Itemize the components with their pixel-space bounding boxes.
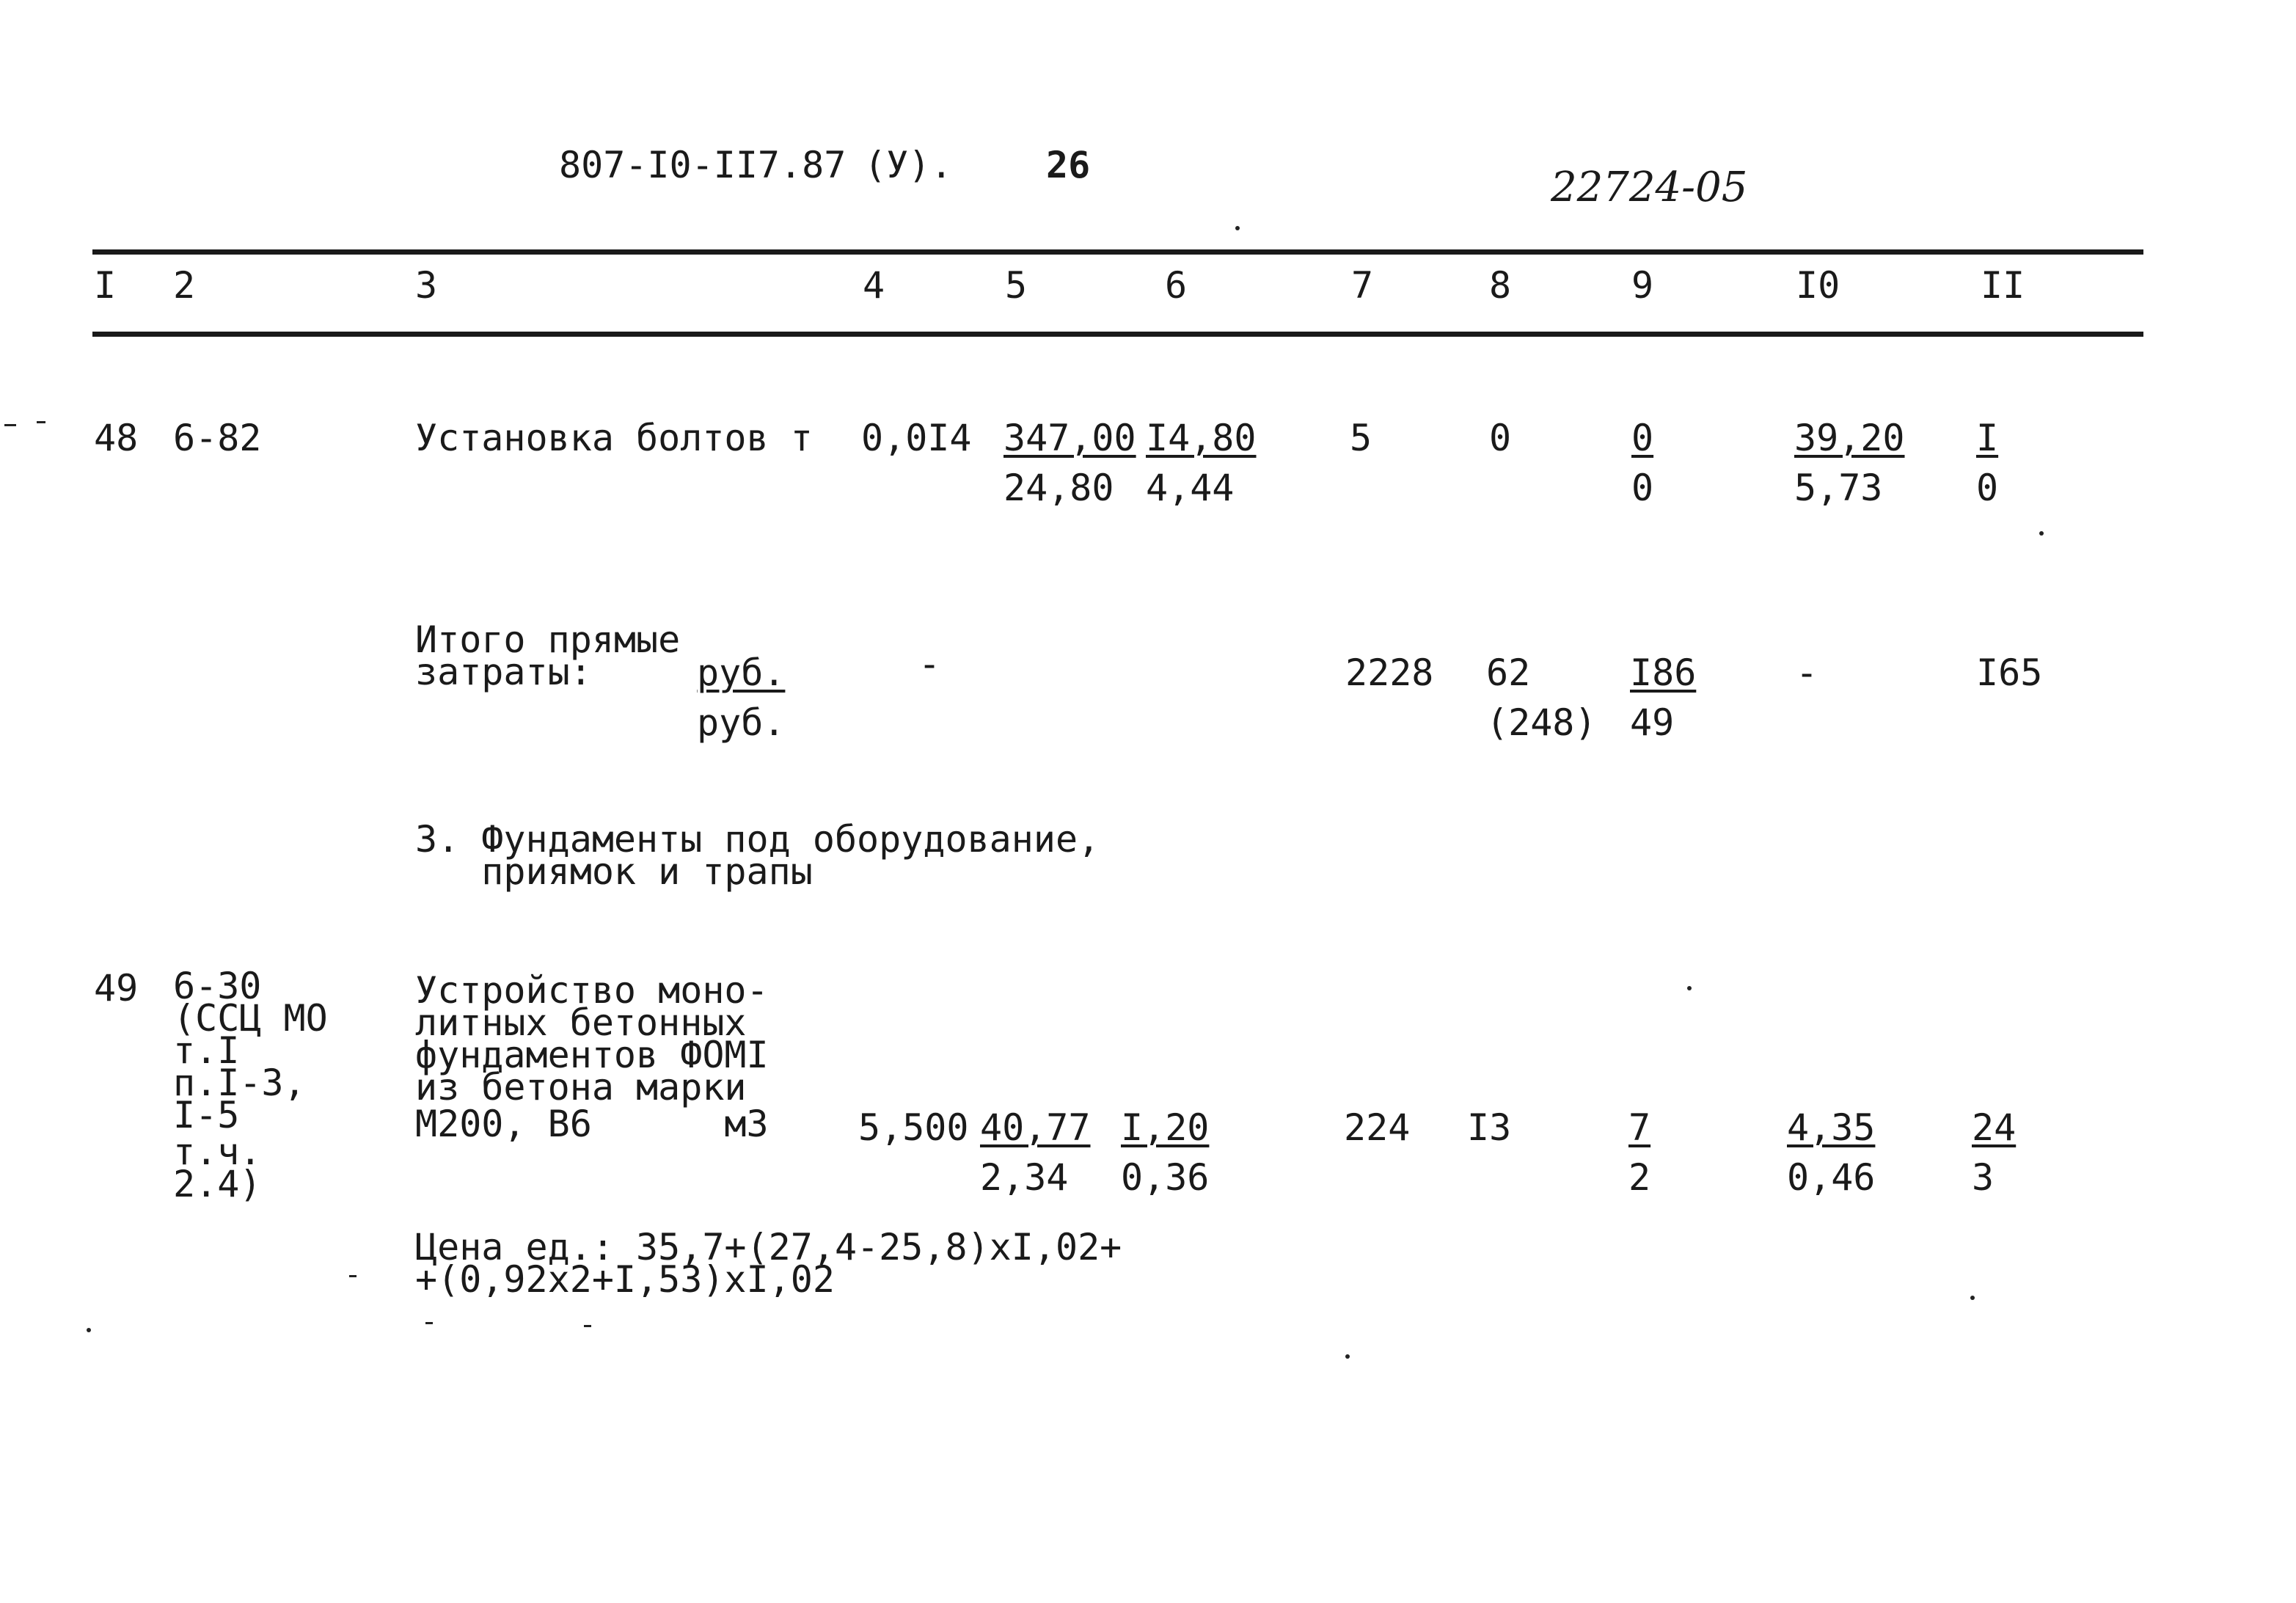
column-header-4: 4: [863, 264, 885, 307]
work-name-line1: Устройство моно-: [415, 969, 769, 1012]
subtotal-wages: 62: [1486, 651, 1531, 694]
labour-machine-total: 3: [1972, 1156, 1995, 1199]
column-header-11: II: [1981, 264, 2025, 307]
subtotal-machine-wages: 49: [1630, 701, 1675, 744]
section-heading-line1: 3. Фундаменты под оборудование,: [415, 818, 1100, 861]
unit-price-wages: 2,34: [980, 1156, 1069, 1199]
rate-code-line3: т.I: [173, 1029, 240, 1072]
labour-unit: 4,35: [1787, 1106, 1876, 1149]
column-header-1: I: [94, 264, 117, 307]
subtotal-unit-top: руб.: [697, 651, 786, 694]
row-number: 48: [94, 417, 139, 459]
scan-speck: [1687, 986, 1692, 990]
rate-code-line2: (ССЦ МО: [173, 997, 328, 1040]
labour-total: 24: [1972, 1106, 2017, 1149]
labour-machine-unit: 5,73: [1794, 467, 1883, 509]
total-cost: 224: [1344, 1106, 1411, 1149]
rate-code-line5: I-5: [173, 1094, 240, 1136]
scan-speck: [87, 1328, 91, 1332]
subtotal-label-line2: затраты:: [415, 651, 592, 693]
scan-mark: [584, 1325, 591, 1327]
labour-machine-unit: 0,46: [1787, 1156, 1876, 1199]
rate-code: 6-82: [173, 417, 262, 459]
unit-price-machine-wages: 4,44: [1146, 467, 1235, 509]
document-code: 807-I0-II7.87: [559, 144, 847, 186]
rate-code-line7: 2.4): [173, 1163, 262, 1205]
total-machines: 7: [1628, 1106, 1651, 1149]
section-heading-line2: приямок и трапы: [415, 850, 813, 893]
subtotal-unit-bottom: руб.: [697, 701, 786, 744]
labour-total: I: [1976, 417, 1999, 459]
unit-price-total: 347,00: [1003, 417, 1136, 459]
subtotal-wages-bottom: (248): [1486, 701, 1597, 744]
subtotal-label-line1: Итого прямые: [415, 618, 681, 661]
total-wages: 0: [1489, 417, 1512, 459]
column-header-3: 3: [415, 264, 438, 307]
work-name-line4: из бетона марки: [415, 1066, 747, 1109]
quantity: 5,500: [858, 1106, 969, 1149]
price-formula-line1: Цена ед.: 35,7+(27,4-25,8)хI,02+: [415, 1226, 1122, 1268]
work-name-line2: литных бетонных: [415, 1001, 747, 1044]
column-header-6: 6: [1165, 264, 1188, 307]
column-header-9: 9: [1631, 264, 1654, 307]
subtotal-machines: I86: [1630, 651, 1697, 694]
column-header-2: 2: [173, 264, 196, 307]
labour-unit: 39,20: [1794, 417, 1905, 459]
rate-code-line4: п.I-3,: [173, 1062, 306, 1104]
labour-machine-total: 0: [1976, 467, 1999, 509]
scan-mark: [4, 424, 16, 426]
subtotal-total-cost: 2228: [1345, 651, 1434, 694]
column-header-10: I0: [1796, 264, 1840, 307]
total-machine-wages: 0: [1631, 467, 1654, 509]
row-number: 49: [94, 967, 139, 1009]
rate-code-line1: 6-30: [173, 965, 262, 1007]
unit-price-wages: 24,80: [1003, 467, 1114, 509]
scan-mark: [349, 1275, 357, 1277]
quantity: 0,0I4: [861, 417, 972, 459]
document-suffix: (У).: [864, 144, 953, 186]
work-name-line5: М200, В6 м3: [415, 1103, 769, 1145]
scan-speck: [1970, 1296, 1975, 1300]
work-name-line3: фундаментов ФОМI: [415, 1034, 769, 1076]
total-wages: I3: [1467, 1106, 1512, 1149]
scan-mark: [425, 1322, 433, 1324]
column-header-5: 5: [1005, 264, 1028, 307]
header-bottom-rule: [92, 332, 2143, 337]
total-cost: 5: [1350, 417, 1372, 459]
scan-mark: [37, 421, 45, 423]
page-number: 26: [1046, 144, 1091, 186]
unit-price-machine-wages: 0,36: [1121, 1156, 1210, 1199]
rate-code-line6: т.ч.: [173, 1131, 262, 1173]
subtotal-col4: -: [918, 643, 941, 685]
price-formula-line2: +(0,92х2+I,53)хI,02: [415, 1258, 835, 1301]
work-name: Установка болтов т: [415, 417, 813, 459]
unit-price-total: 40,77: [980, 1106, 1091, 1149]
top-rule: [92, 249, 2143, 255]
unit-price-machines: I4,80: [1146, 417, 1257, 459]
scan-speck: [2039, 531, 2044, 536]
handwritten-number: 22724-05: [1551, 164, 1748, 211]
unit-price-machines: I,20: [1121, 1106, 1210, 1149]
total-machine-wages: 2: [1628, 1156, 1651, 1199]
scan-speck: [1235, 226, 1240, 230]
total-machines: 0: [1631, 417, 1654, 459]
subtotal-labour: I65: [1976, 651, 2043, 694]
scan-speck: [1345, 1354, 1350, 1359]
subtotal-col10: -: [1796, 651, 1818, 694]
column-header-8: 8: [1489, 264, 1512, 307]
column-header-7: 7: [1351, 264, 1374, 307]
